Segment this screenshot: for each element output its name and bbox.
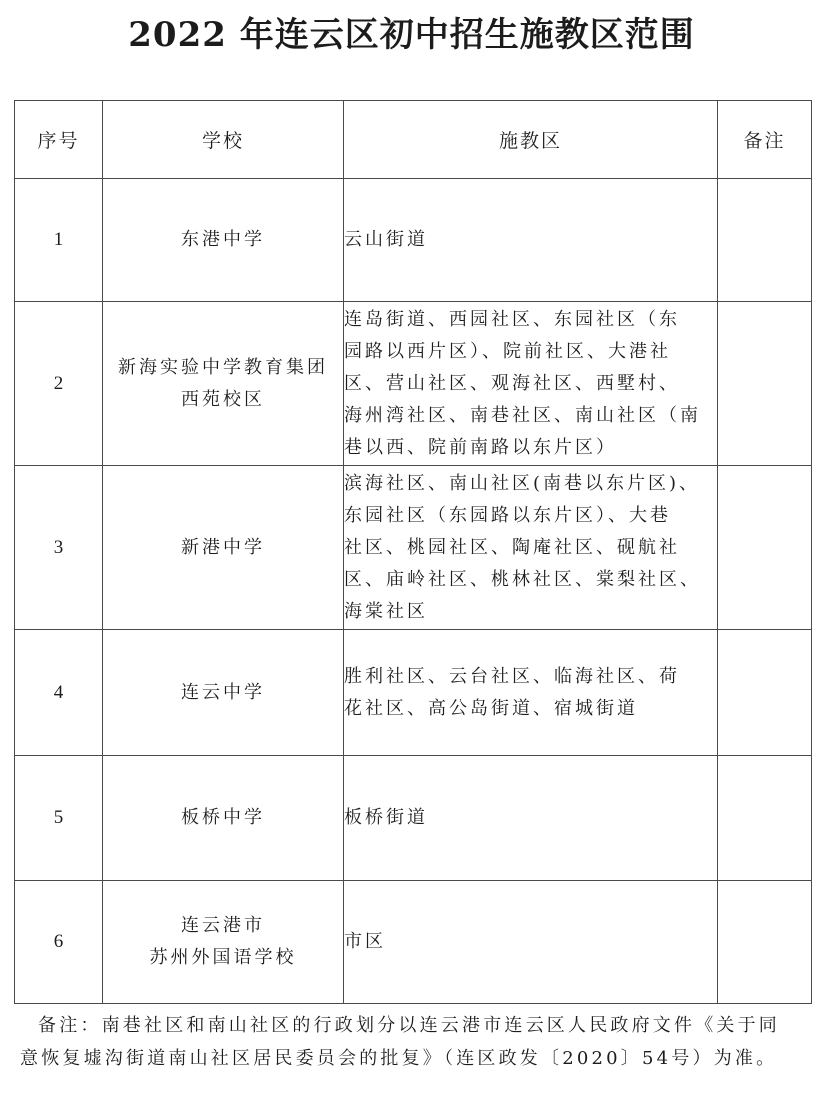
table-row [15,466,812,630]
zone-cell [344,302,718,466]
zone-line: 区、营山社区、观海社区、西墅村、 [344,372,680,394]
footnote-line: 备注：南巷社区和南山社区的行政划分以连云港市连云区人民政府文件《关于同 [38,1015,780,1036]
header-seq: 序号 [15,101,103,179]
header-row [15,101,812,179]
seq-cell: 5 [15,756,103,881]
zone-cell [344,881,718,1004]
table-row [15,881,812,1004]
zone-cell [344,756,718,881]
zone-line: 园路以西片区）、院前社区、大港社 [344,340,671,362]
table-header [15,101,812,179]
school-cell [103,630,344,756]
table-row [15,179,812,302]
school-name-line: 连云港市 [181,915,265,936]
footnote [20,1009,810,1075]
table-row [15,630,812,756]
school-name-line: 苏州外国语学校 [149,947,297,968]
enrollment-zone-table [14,100,812,1004]
document-title: 2022 年连云区初中招生施教区范围 [128,15,695,55]
school-name-line: 板桥中学 [181,807,265,828]
school-name-line: 西苑校区 [181,388,265,410]
zone-line: 花社区、高公岛街道、宿城街道 [344,697,638,719]
school-cell [103,179,344,302]
header-zone: 施教区 [344,101,718,179]
header-school: 学校 [103,101,344,179]
remark-cell [718,302,812,466]
zone-cell [344,466,718,630]
zone-line: 市区 [344,931,386,952]
seq-cell: 6 [15,881,103,1004]
school-cell [103,466,344,630]
remark-cell [718,466,812,630]
zone-line: 海州湾社区、南巷社区、南山社区（南 [344,404,701,426]
remark-cell [718,756,812,881]
table-row [15,302,812,466]
seq-cell: 3 [15,466,103,630]
zone-line: 滨海社区、南山社区(南巷以东片区)、 [344,472,701,494]
seq-cell: 2 [15,302,103,466]
zone-line: 板桥街道 [344,807,428,828]
school-cell [103,881,344,1004]
school-name-line: 新港中学 [181,536,265,558]
zone-cell [344,630,718,756]
header-remark: 备注 [718,101,812,179]
school-name-line: 新海实验中学教育集团 [118,356,328,378]
table-row [15,756,812,881]
remark-cell [718,179,812,302]
zone-line: 连岛街道、西园社区、东园社区（东 [344,308,680,330]
zone-line: 东园社区（东园路以东片区）、大巷 [344,504,671,526]
footnote-line: 意恢复墟沟街道南山社区居民委员会的批复》（连区政发〔2020〕54号）为准。 [20,1048,778,1069]
school-name-line: 连云中学 [181,681,265,703]
zone-line: 云山街道 [344,229,428,250]
zone-line: 海棠社区 [344,600,428,622]
zone-cell [344,179,718,302]
school-name-line: 东港中学 [181,229,265,250]
remark-cell [718,881,812,1004]
zone-line: 巷以西、院前南路以东片区） [344,436,617,458]
zone-line: 区、庙岭社区、桃林社区、棠梨社区、 [344,568,701,590]
remark-cell [718,630,812,756]
seq-cell: 4 [15,630,103,756]
zone-line: 胜利社区、云台社区、临海社区、荷 [344,665,680,687]
school-cell [103,302,344,466]
school-cell [103,756,344,881]
seq-cell: 1 [15,179,103,302]
zone-line: 社区、桃园社区、陶庵社区、砚航社 [344,536,680,558]
table-body [15,179,812,1004]
